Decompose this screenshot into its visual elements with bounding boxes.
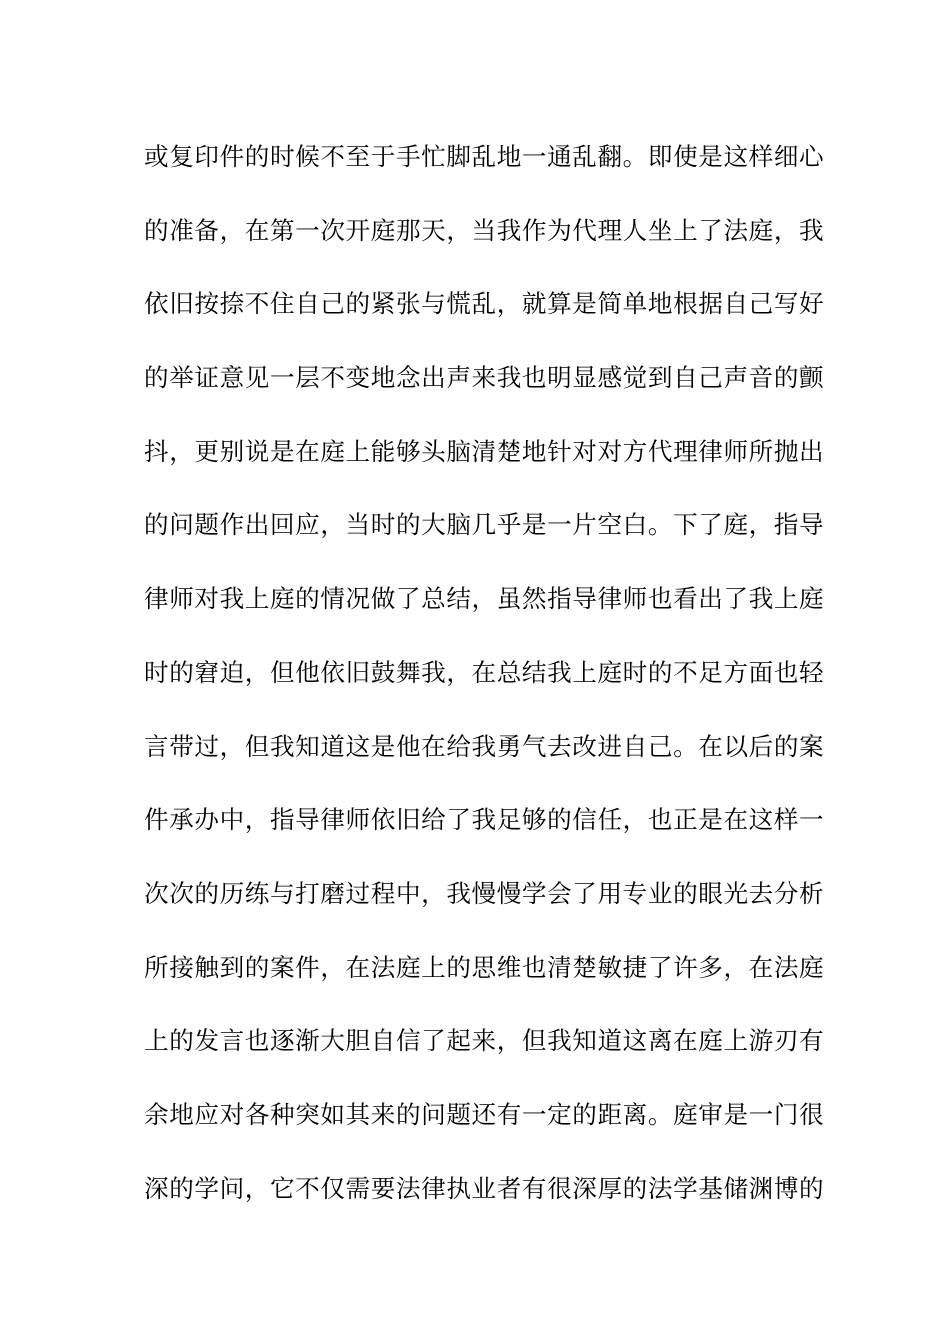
text-line: 次次的历练与打磨过程中，我慢慢学会了用专业的眼光去分析 <box>144 878 825 908</box>
text-line: 的问题作出回应，当时的大脑几乎是一片空白。下了庭，指导 <box>144 510 825 540</box>
text-line: 余地应对各种突如其来的问题还有一定的距离。庭审是一门很 <box>144 1099 825 1129</box>
text-line: 言带过，但我知道这是他在给我勇气去改进自己。在以后的案 <box>144 731 825 761</box>
text-line: 律师对我上庭的情况做了总结，虽然指导律师也看出了我上庭 <box>144 584 825 614</box>
body-text <box>144 127 825 1232</box>
text-line: 深的学问，它不仅需要法律执业者有很深厚的法学基储渊博的 <box>144 1173 825 1203</box>
text-line: 件承办中，指导律师依旧给了我足够的信任，也正是在这样一 <box>144 805 825 835</box>
text-line: 抖，更别说是在庭上能够头脑清楚地针对对方代理律师所抛出 <box>144 436 825 466</box>
text-line: 的举证意见一层不变地念出声来我也明显感觉到自己声音的颤 <box>144 363 825 393</box>
text-line: 所接触到的案件，在法庭上的思维也清楚敏捷了许多，在法庭 <box>144 952 825 982</box>
text-line: 的准备，在第一次开庭那天，当我作为代理人坐上了法庭，我 <box>144 215 825 245</box>
text-line: 上的发言也逐渐大胆自信了起来，但我知道这离在庭上游刃有 <box>144 1026 825 1056</box>
text-line: 时的窘迫，但他依旧鼓舞我，在总结我上庭时的不足方面也轻 <box>144 657 825 687</box>
text-line: 依旧按捺不住自己的紧张与慌乱，就算是简单地根据自己写好 <box>144 289 825 319</box>
text-line: 或复印件的时候不至于手忙脚乱地一通乱翻。即使是这样细心 <box>144 142 825 171</box>
